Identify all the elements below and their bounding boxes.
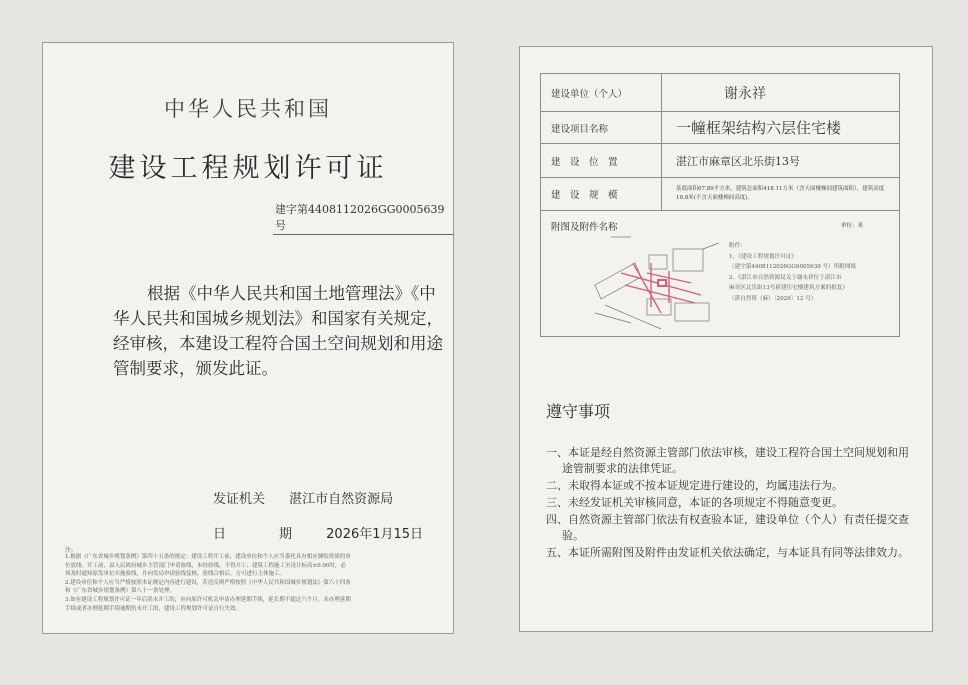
country-heading: 中华人民共和国 xyxy=(164,97,332,121)
attachment-note: （建字第440811202​6GG0005639 号）所附图纸 xyxy=(729,264,857,270)
date-line xyxy=(213,523,423,542)
attachment-note: 2、《湛江市自然资源局关于谢永祥位于湛江市 xyxy=(729,274,842,281)
issuer-value: 湛江市自然资源局 xyxy=(289,492,394,507)
row-label: 建设单位（个人） xyxy=(541,74,662,112)
unit-label: 单位：米 xyxy=(841,223,864,229)
compliance-item: 四、自然资源主管部门依法有权查验本证，建设单位（个人）有责任提交查验。 xyxy=(546,513,909,542)
note-line: 须及时通知原发单位实施验线，并向发局申请验线复核，验线合格后，方可进行主体施工。 xyxy=(65,571,286,578)
notes-title: 注: xyxy=(65,547,74,554)
notes-block xyxy=(65,553,437,613)
note-line: 2.建设单位和个人应当严格按照本证规定内容进行建设，若违反则严格按照《中华人民共和国城乡规划法》第六十四条 xyxy=(65,579,351,586)
compliance-list xyxy=(546,445,916,562)
permit-body-text xyxy=(113,281,443,381)
body-paragraph: 根据《中华人民共和国土地管理法》《中华人民共和国城乡规划法》和国家有关规定，经审核，本建设工程符合国土空间规划和用途管制要求，颁发此证。 xyxy=(113,284,443,378)
note-line: 手续或者办理延期手续逾期仍未开工的，建设工程规划许可证自行失效。 xyxy=(65,605,242,612)
attachment-note: （湛自然资（麻）〔2026〕12 号） xyxy=(729,295,817,302)
attachment-note: 附件： xyxy=(729,243,746,249)
row-label: 建 设 位 置 xyxy=(541,144,662,178)
table-row xyxy=(541,178,900,211)
attachment-notes xyxy=(729,241,894,304)
compliance-title: 遵守事项 xyxy=(546,402,611,421)
row-label: 建 设 规 模 xyxy=(541,178,662,211)
attachment-label: 附图及附件名称 xyxy=(551,222,618,233)
permit-cover-page xyxy=(42,42,454,634)
issuer-label: 发证机关 xyxy=(213,492,266,507)
permit-number: 建字第440811202​6GG0005639 号 xyxy=(273,201,453,235)
attachment-note: 1、《建设工程规划许可证》 xyxy=(729,253,797,260)
permit-title: 建设工程规划许可证 xyxy=(108,153,388,184)
attachment-note: 麻章区北乐街13号新建住宅楼建筑方案的批复》 xyxy=(729,285,848,291)
compliance-item: 二、未取得本证或不按本证规定进行建设的，均属违法行为。 xyxy=(546,479,843,492)
compliance-item: 三、未经发证机关审核同意，本证的各项规定不得随意变更。 xyxy=(546,496,843,509)
compliance-item: 一、本证是经自然资源主管部门依法审核，建设工程符合国土空间规划和用途管制要求的法律凭证。 xyxy=(546,446,909,475)
attachment-cell xyxy=(541,211,900,337)
issuer-line xyxy=(213,488,413,507)
compliance-item: 五、本证所需附图及附件由发证机关依法确定，与本证具有同等法律效力。 xyxy=(546,546,909,559)
scale-value: 基底面积67.89平方米，建筑总面积418.11方米（含天面楼梯间建筑面积），建筑高度19.8米(不含天面楼梯间高度)。 xyxy=(676,186,885,201)
table-row xyxy=(541,112,900,144)
row-label: 建设项目名称 xyxy=(541,112,662,144)
date-value: 2026年1月15日 xyxy=(326,527,424,542)
permit-details-page xyxy=(519,46,933,632)
date-label: 日 期 xyxy=(213,527,313,542)
location-value: 湛江市麻章区北乐街13号 xyxy=(676,154,800,168)
table-row xyxy=(541,74,900,112)
project-name-value: 一幢框架结构六层住宅楼 xyxy=(676,119,842,137)
site-plan-map xyxy=(591,233,723,333)
note-line: 3.如有建设工程规划许可证一年后尚未开工的，应向原许可机关申请办理延期手续，延长期不超过六个月。未办理延期 xyxy=(65,596,351,603)
applicant-value: 谢永祥 xyxy=(724,85,766,102)
table-row xyxy=(541,144,900,178)
table-row xyxy=(541,211,900,337)
project-info-table xyxy=(540,73,900,337)
note-line: 和《广东省城乡规划条例》第八十一条处理。 xyxy=(65,588,176,595)
note-line: 位放线。开工前，县人民政府城乡主管部门申请验线，未经验线，不得开工；建筑工程施工至设计标高±0.00时，必 xyxy=(65,562,346,569)
note-line: 1.根据《广东省城乡规划条例》第四十五条的规定：建设工程开工前，建设单位和个人应当委托具有相应测绘资质的单 xyxy=(65,554,351,560)
